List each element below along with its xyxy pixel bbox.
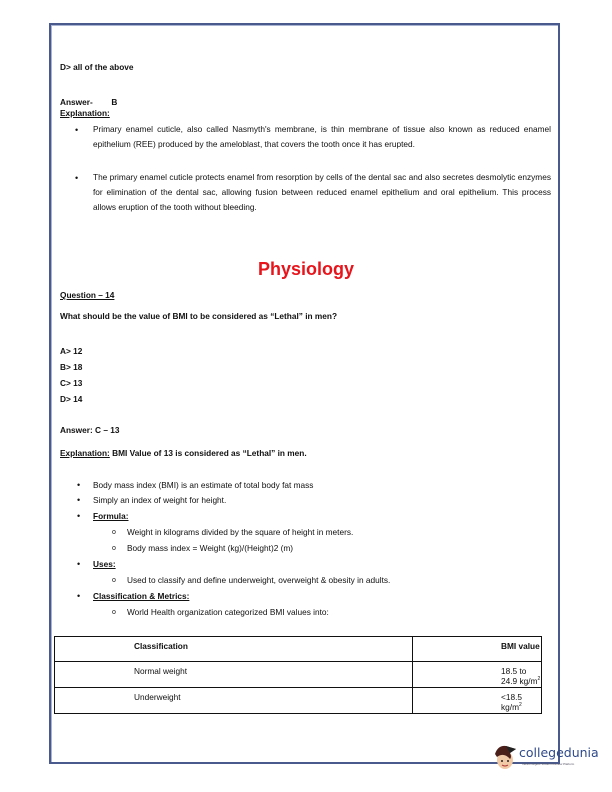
collegedunia-logo bbox=[492, 745, 612, 775]
explanation-bullet-2: The primary enamel cuticle protects enamel from resorption by cells of the dental sac and also secretes desmolytic enzymes for elimination of the dental sac, allowing fusion between reduced enamel epithelium and oral epithelium. This process allows eruption of the tooth without bleeding. bbox=[93, 172, 551, 212]
answer-value: B bbox=[111, 97, 118, 107]
bullet-icon: • bbox=[77, 480, 81, 490]
formula-label: Formula: bbox=[93, 511, 129, 521]
table-row bbox=[55, 662, 542, 688]
explanation-label: Explanation: bbox=[60, 108, 110, 118]
table-row bbox=[55, 688, 542, 714]
answer-label: Answer- bbox=[60, 97, 93, 107]
superscript: 2 bbox=[518, 702, 522, 709]
bmi-bullet-2: Simply an index of weight for height. bbox=[93, 495, 227, 505]
section-heading: Physiology bbox=[257, 259, 355, 279]
superscript: 2 bbox=[537, 676, 541, 683]
bullet-icon: • bbox=[77, 495, 81, 505]
option-d-previous: D> all of the above bbox=[60, 62, 134, 72]
answer: Answer: C – 13 bbox=[60, 425, 120, 435]
explanation-line bbox=[60, 448, 307, 459]
bullet-icon: • bbox=[75, 125, 79, 135]
logo-tagline: India's largest Student Review Platform bbox=[522, 762, 575, 766]
cell-classification: Underweight bbox=[55, 688, 413, 714]
bmi-table bbox=[54, 636, 542, 714]
explanation-label: Explanation: bbox=[60, 448, 110, 458]
cell-classification: Normal weight bbox=[55, 662, 413, 688]
student-mascot-icon bbox=[492, 743, 518, 771]
previous-answer bbox=[60, 97, 117, 108]
header-bmi-value: BMI value bbox=[413, 637, 542, 662]
bmi-value-text: 18.5 to 24.9 kg/m bbox=[501, 666, 538, 686]
header-classification: Classification bbox=[55, 637, 413, 662]
option-a: A> 12 bbox=[60, 346, 83, 356]
bmi-value-text: <18.5 kg/m bbox=[501, 692, 522, 712]
explanation-text: BMI Value of 13 is considered as “Lethal” in men. bbox=[109, 448, 307, 458]
circle-bullet-icon: o bbox=[112, 609, 116, 616]
circle-bullet-icon: o bbox=[112, 529, 116, 536]
question-text: What should be the value of BMI to be considered as “Lethal” in men? bbox=[60, 311, 338, 321]
option-c: C> 13 bbox=[60, 378, 83, 388]
circle-bullet-icon: o bbox=[112, 545, 116, 552]
table-header-row bbox=[55, 637, 542, 662]
bullet-icon: • bbox=[77, 511, 81, 521]
formula-sub-2: Body mass index = Weight (kg)/(Height)2 (m) bbox=[127, 543, 294, 553]
classification-sub-1: World Health organization categorized BMI values into: bbox=[127, 607, 329, 617]
logo-text: collegedunia bbox=[519, 745, 599, 760]
formula-sub-1: Weight in kilograms divided by the square of height in meters. bbox=[127, 527, 354, 537]
bullet-icon: • bbox=[75, 173, 79, 183]
option-b: B> 18 bbox=[60, 362, 83, 372]
uses-label: Uses: bbox=[93, 559, 116, 569]
bullet-icon: • bbox=[77, 559, 81, 569]
explanation-bullet-1: Primary enamel cuticle, also called Nasmyth's membrane, is thin membrane of tissue also known as reduced enamel epithelium (REE) produced by the ameloblast, that covers the tooth once it has erupted. bbox=[93, 124, 551, 149]
bmi-bullet-1: Body mass index (BMI) is an estimate of total body fat mass bbox=[93, 480, 314, 490]
bullet-icon: • bbox=[77, 591, 81, 601]
classification-label: Classification & Metrics: bbox=[93, 591, 190, 601]
option-d: D> 14 bbox=[60, 394, 83, 404]
question-number: Question – 14 bbox=[60, 290, 115, 300]
cell-bmi-value bbox=[413, 688, 542, 714]
cell-bmi-value bbox=[413, 662, 542, 688]
circle-bullet-icon: o bbox=[112, 577, 116, 584]
uses-sub-1: Used to classify and define underweight, overweight & obesity in adults. bbox=[127, 575, 391, 585]
